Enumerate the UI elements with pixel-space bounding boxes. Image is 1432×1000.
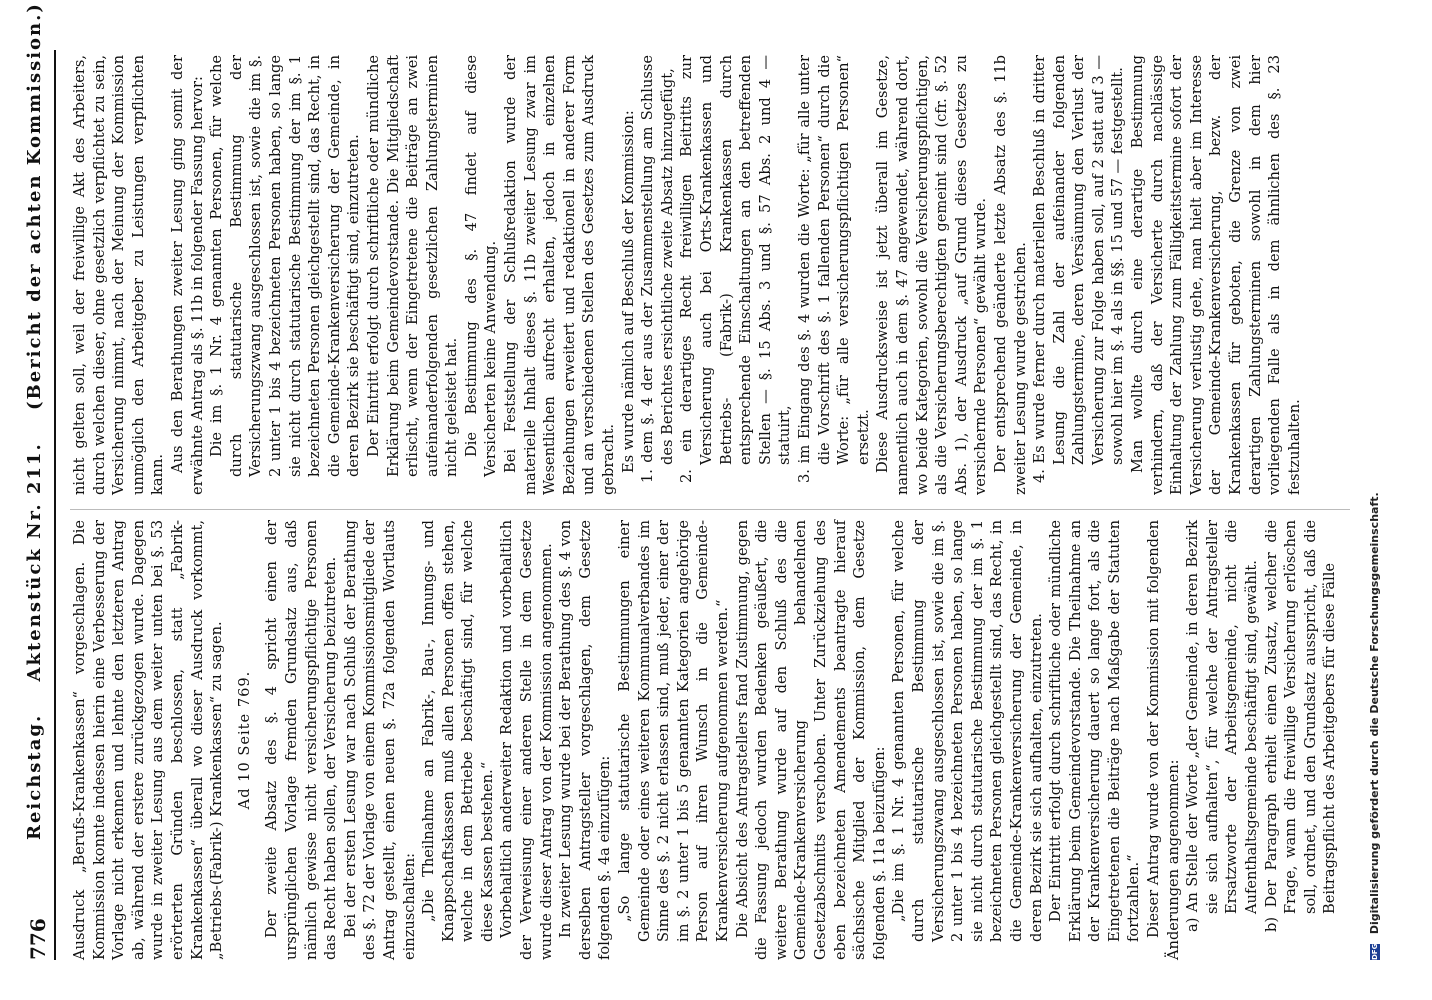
page-number: 776 (26, 918, 50, 960)
quotation: Der Eintritt erfolgt durch schriftliche oder mündliche Erklärung beim Gemeindevorstande. Die Mitgliedschaft erlischt, wenn der Eingetretene die Beiträge an zwei aufeinanderfolgenden gesetzlichen Zahlungsterminen nicht geleistet hat. (364, 55, 461, 477)
digitization-credit (1368, 492, 1381, 960)
title-right: (Bericht der achten Kommission.) (24, 2, 45, 410)
quotation: „Die im §. 1 Nr. 4 genannten Personen, für welche durch statutarische Bestimmung der Versicherungszwang ausgeschlossen ist, sowie die im §. 2 unter 1 bis 4 bezeichneten Personen haben, so lange sie nicht durch statutarische Bestimmung der im §. 1 bezeichneten Personen gleichgestellt sind, das Recht, in die Gemeinde-Krankenversicherung der Gemeinde, in deren Bezirk sie sich aufhalten, einzutreten. (890, 520, 1045, 942)
paragraph: Der entsprechend geänderte letzte Absatz des §. 11b zweiter Lesung wurde gestrichen. (991, 55, 1029, 495)
paragraph: Aus den Berathungen zweiter Lesung ging somit der erwähnte Antrag als §. 11b in folgender Fassung hervor: (168, 55, 206, 495)
list-item: a) An Stelle der Worte „der Gemeinde, in deren Bezirk sie sich aufhalten“, für welche der Antragsteller Ersatzworte der Arbeitsgemeinde, nicht die Aufenthaltsgemeinde beschäftigt sind, gewählt. (1184, 520, 1261, 932)
paragraph: In zweiter Lesung wurde bei der Berathung des §. 4 von derselben Antragsteller vorgeschlagen, dem Gesetze folgenden §. 4a einzufügen: (557, 520, 614, 960)
left-column (70, 520, 1340, 960)
list-item: 3. im Eingang des §. 4 wurden die Worte: „für alle unter die Vorschrift des §. 1 fallenden Personen“ durch die Worte: „für alle versicherungspflichtigen Personen“ ersetzt. (795, 55, 872, 483)
paragraph: Diese Ausdrucksweise ist jetzt überall im Gesetze, namentlich auch in dem §. 47 angewendet, während dort, wo beide Kategorien, sowohl die Versicherungspflichtigen, als die Versicherungsberechtigten gemeint sind (cfr. §. 52 Abs. 1), der Ausdruck „auf Grund dieses Gesetzes zu versichernde Personen“ gewählt wurde. (874, 55, 990, 495)
paragraph: Die Absicht des Antragstellers fand Zustimmung, gegen die Fassung jedoch wurden Bedenken geäußert, die weitere Berathung wurde auf den Schluß des die Gemeinde-Krankenversicherung behandelnden Gesetzabschnitts verschoben. Unter Zurückziehung des eben bezeichneten Amendements beantragte hierauf sächsische Mitglied der Kommission, dem Gesetze folgenden §. 11a beizufügen: (733, 520, 888, 960)
credit-text: Digitalisierung gefördert durch die Deutsche Forschungsgemeinschaft. (1368, 492, 1381, 935)
paragraph: Bei Feststellung der Schlußredaktion wurde der materielle Inhalt dieses §. 11b zweiter Lesung zwar im Wesentlichen aufrecht erhalten, jedoch in einzelnen Beziehungen erweitert und redaktionell in anderer Form und an verschiedenen Stellen des Gesetzes zum Ausdruck gebracht. (502, 55, 618, 495)
paragraph: Ausdruck „Berufs-Krankenkassen“ vorgeschlagen. Die Kommission konnte indessen hierin eine Verbesserung der Vorlage nicht erkennen und lehnte den letzteren Antrag ab, während der erstere zurückgezogen wurde. Dagegen wurde in zweiter Lesung aus dem weiter unten bei §. 53 erörterten Gründen beschlossen, statt „Fabrik-Krankenkassen“ überall wo dieser Ausdruck vorkommt, „Betriebs-(Fabrik-) Krankenkassen“ zu sagen. (71, 520, 226, 960)
quotation: „So lange statutarische Bestimmungen einer Gemeinde oder eines weiteren Kommunalverbandes im Sinne des §. 2 nicht erlassen sind, muß jeder, einer der im §. 2 unter 1 bis 5 genannten Kategorien angehörige Person auf ihren Wunsch in die Gemeinde-Krankenversicherung aufgenommen werden.“ (616, 520, 731, 942)
quotation: Die Bestimmung des §. 47 findet auf diese Versicherten keine Anwendung. (462, 55, 500, 477)
paragraph: Vorbehaltlich anderweiter Redaktion und vorbehaltlich der Verweisung einer anderen Stelle in dem Gesetze wurde dieser Antrag von der Kommission angenommen. (498, 520, 555, 960)
paragraph: Man wollte durch eine derartige Bestimmung verhindern, daß der Versicherte durch nachlässige Einhaltung der Zahlung zum Fälligkeitstermine sofort der Versicherung verlustig gehe, man hielt aber im Interesse der Gemeinde-Krankenversicherung, bezw. der Krankenkassen für geboten, die Grenze von zwei derartigen Zahlungsterminen sowohl in dem hier vorliegenden Falle als in dem ähnlichen des §. 23 festzuhalten. (1129, 55, 1303, 495)
header-rule (54, 50, 56, 960)
column-divider (70, 509, 1350, 510)
running-title (24, 2, 45, 840)
list-item: 1. dem §. 4 der aus der Zusammenstellung am Schlusse des Berichtes ersichtliche zweite Absatz hinzugefügt, (639, 55, 676, 483)
page-header (18, 2, 58, 960)
quotation: „Die Theilnahme an Fabrik-, Bau-, Innungs- und Knappschaftskassen muß allen Personen offen stehen, welche in dem Betriebe beschäftigt sind, für welche diese Kassen bestehen.“ (420, 520, 496, 942)
quotation: Die im §. 1 Nr. 4 genannten Personen, für welche durch statutarische Bestimmung der Versicherungszwang ausgeschlossen ist, sowie die im §. 2 unter 1 bis 4 bezeichneten Personen haben, so lange sie nicht durch statutarische Bestimmung der im §. 1 bezeichneten Personen gleichgestellt sind, das Recht, in die Gemeinde-Krankenversicherung der Gemeinde, in deren Bezirk sie beschäftigt sind, einzutreten. (208, 55, 363, 477)
paragraph: Es wurde nämlich auf Beschluß der Kommission: (619, 110, 637, 473)
quotation: Der Eintritt erfolgt durch schriftliche oder mündliche Erklärung beim Gemeindevorstande. Die Theilnahme an der Krankenversicherung dauert so lange fort, als die Eingetretenen die Beiträge nach Maßgabe der Statuten fortzahlen.“ (1047, 520, 1143, 942)
paragraph: Dieser Antrag wurde von der Kommission mit folgenden Änderungen angenommen: (1145, 520, 1182, 960)
list-item: b) Der Paragraph erhielt einen Zusatz, welcher die Frage, wann die freiwillige Versicherung erlöschen soll, ordnet, und den Grundsatz ausspricht, daß die Beitragspflicht des Arbeitgebers für diese Fälle (1262, 520, 1339, 932)
title-left: Reichstag. (24, 713, 45, 840)
list-item: 2. ein derartiges Recht freiwilligen Beitritts zur Versicherung auch bei Orts-Krankenkassen und Betriebs- (Fabrik-) Krankenkassen durch entsprechende Einschaltungen an den betreffenden Stellen — §. 15 Abs. 3 und §. 57 Abs. 2 und 4 — statuirt, (678, 55, 794, 483)
right-column (70, 55, 1304, 495)
paragraph: Bei der ersten Lesung war nach Schluß der Berathung des §. 72 der Vorlage von einem Kommissionsmitgliede der Antrag gestellt, einen neuen §. 72a folgenden Wortlauts einzuschalten: (341, 520, 418, 960)
dfg-logo-icon: DFG (1371, 943, 1379, 960)
title-mid: Aktenstück Nr. 211. (24, 442, 45, 682)
paragraph: nicht gelten soll, weil der freiwillige Akt des Arbeiters, durch welchen dieser, ohne gesetzlich verpflichtet zu sein, Versicherung nimmt, nach der Meinung der Kommission unmöglich den Arbeitgeber zu Leistungen verpflichten kann. (71, 55, 167, 495)
list-item: 4. Es wurde ferner durch materiellen Beschluß in dritter Lesung die Zahl der aufeinander folgenden Zahlungstermine, deren Versäumung den Verlust der Versicherung zur Folge haben soll, auf 2 statt auf 3 — sowohl hier im §. 4 als in §§. 15 und 57 — festgestellt. (1031, 55, 1127, 483)
section-heading: Ad 10 Seite 769. (235, 670, 253, 810)
paragraph: Der zweite Absatz des §. 4 spricht einen der ursprünglichen Vorlage fremden Grundsatz aus, daß nämlich gewisse nicht versicherungspflichtige Personen das Recht haben sollen, der Versicherung beizutreten. (263, 520, 340, 960)
